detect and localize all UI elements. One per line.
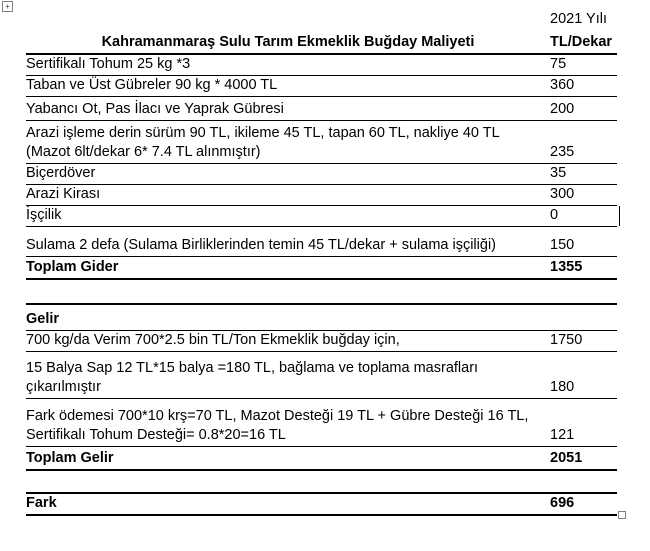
cost-value: 35	[550, 165, 567, 181]
income-label-line1: 15 Balya Sap 12 TL*15 balya =180 TL, bağlama ve toplama masrafları	[26, 360, 479, 376]
cost-row-irrigation	[26, 227, 617, 257]
cost-label: Biçerdöver	[26, 165, 96, 181]
year-label: 2021 Yılı	[550, 11, 607, 27]
difference-label: Fark	[26, 495, 57, 511]
year-row	[26, 10, 617, 30]
cost-row-pesticide	[26, 97, 617, 121]
total-income-row	[26, 447, 617, 471]
cost-label: Yabancı Ot, Pas İlacı ve Yaprak Gübresi	[26, 101, 284, 117]
cost-row-labor	[26, 206, 617, 227]
cost-label-line2: (Mazot 6lt/dekar 6* 7.4 TL alınmıştır)	[26, 144, 261, 160]
cost-row-tillage	[26, 121, 617, 164]
cost-label: Sulama 2 defa (Sulama Birliklerinden temin 45 TL/dekar + sulama işçiliği)	[26, 237, 496, 253]
income-value: 1750	[550, 332, 583, 348]
cost-row-fertilizer	[26, 76, 617, 97]
income-label-line2: çıkarılmıştır	[26, 379, 101, 395]
income-label-line1: Fark ödemesi 700*10 krş=70 TL, Mazot Desteği 19 TL + Gübre Desteği 16 TL,	[26, 408, 529, 424]
cost-label-line1: Arazi işleme derin sürüm 90 TL, ikileme 45 TL, tapan 60 TL, nakliye 40 TL	[26, 125, 500, 141]
total-cost-label: Toplam Gider	[26, 259, 119, 275]
cost-value: 150	[550, 237, 575, 253]
cost-row-seed	[26, 55, 617, 76]
cost-value: 75	[550, 56, 567, 72]
income-label-line2: Sertifikalı Tohum Desteği= 0.8*20=16 TL	[26, 427, 286, 443]
unit-header: TL/Dekar	[550, 34, 613, 50]
income-label	[26, 359, 550, 398]
income-row-subsidy	[26, 399, 617, 447]
table-resize-handle-icon[interactable]	[618, 511, 626, 519]
cost-table	[26, 10, 617, 516]
income-row-yield	[26, 331, 617, 352]
table-title: Kahramanmaraş Sulu Tarım Ekmeklik Buğday Maliyeti	[101, 34, 475, 50]
empty-row	[26, 471, 617, 494]
cost-label: Taban ve Üst Gübreler 90 kg * 4000 TL	[26, 77, 278, 93]
cost-value: 200	[550, 101, 575, 117]
cost-row-land-rent	[26, 185, 617, 206]
income-header-row	[26, 305, 617, 331]
total-cost-value: 1355	[550, 259, 583, 275]
total-income-label: Toplam Gelir	[26, 450, 114, 466]
income-label: 700 kg/da Verim 700*2.5 bin TL/Ton Ekmeklik buğday için,	[26, 332, 400, 348]
empty-row	[26, 280, 617, 305]
cost-row-harvester	[26, 164, 617, 185]
cost-label: Sertifikalı Tohum 25 kg *3	[26, 56, 191, 72]
income-label	[26, 407, 550, 446]
difference-value: 696	[550, 495, 575, 511]
difference-row	[26, 494, 617, 516]
income-value: 180	[550, 379, 575, 395]
cost-label: İşçilik	[26, 207, 62, 223]
cost-label	[26, 124, 550, 163]
cost-value: 0	[550, 207, 559, 223]
cost-label: Arazi Kirası	[26, 186, 101, 202]
income-header: Gelir	[26, 311, 60, 327]
cost-value: 235	[550, 144, 575, 160]
table-header	[26, 30, 617, 55]
table-move-handle-icon[interactable]: +	[2, 1, 13, 12]
total-income-value: 2051	[550, 450, 583, 466]
income-row-straw	[26, 352, 617, 399]
income-value: 121	[550, 427, 575, 443]
total-cost-row	[26, 257, 617, 280]
cost-value: 360	[550, 77, 575, 93]
cost-value: 300	[550, 186, 575, 202]
table-edge-marker	[619, 206, 620, 226]
